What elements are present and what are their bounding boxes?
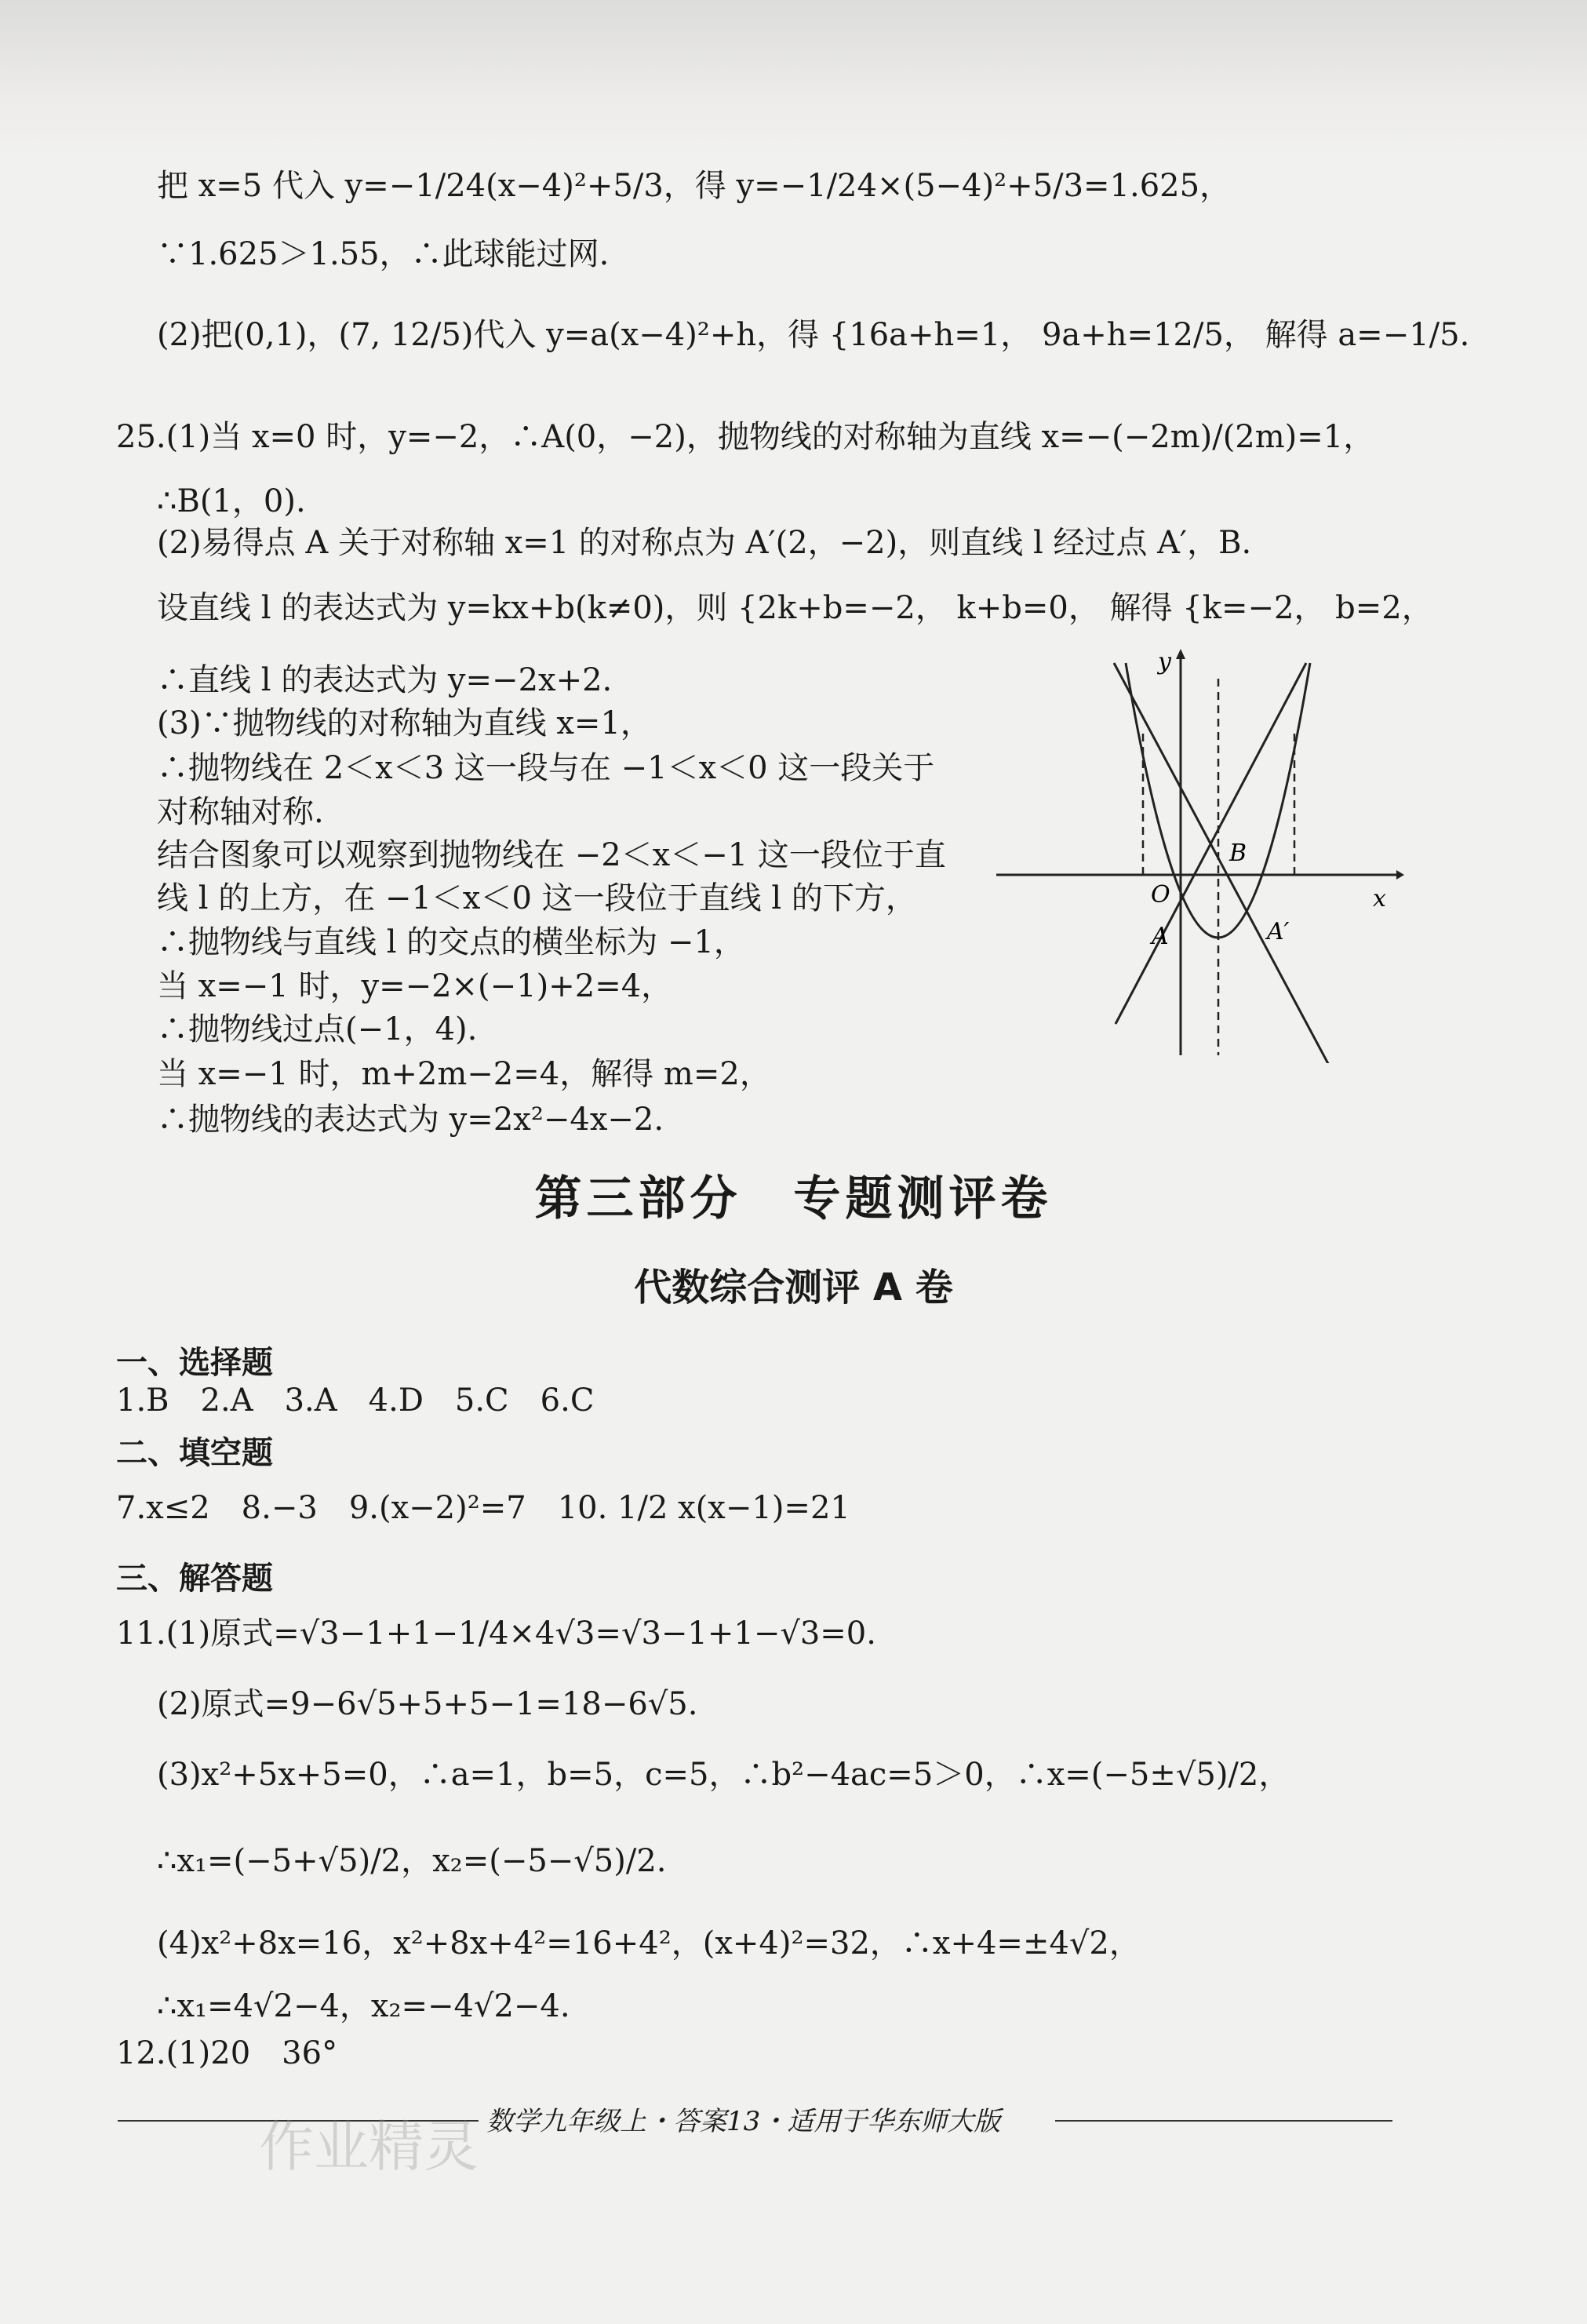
fill-answers: 7.x≤2 8.−3 9.(x−2)²=7 10. 1/2 x(x−1)=21 xyxy=(116,1490,850,1526)
choice-answers: 1.B 2.A 3.A 4.D 5.C 6.C xyxy=(116,1382,595,1419)
text-line: 对称轴对称. xyxy=(157,794,324,830)
text-line: ∴抛物线的表达式为 y=2x²−4x−2. xyxy=(157,1102,664,1138)
text-line: 当 x=−1 时，y=−2×(−1)+2=4， xyxy=(157,968,673,1004)
point-a-prime-label: A′ xyxy=(1267,918,1290,945)
x-label: x xyxy=(1373,885,1386,912)
text-line: 线 l 的上方，在 −1＜x＜0 这一段位于直线 l 的下方， xyxy=(157,880,917,916)
text-line: 12.(1)20 36° xyxy=(116,2035,338,2071)
heading-solve: 三、解答题 xyxy=(116,1561,273,1597)
footer-text: 数学九年级上・答案13・适用于华东师大版 xyxy=(486,2106,1001,2137)
text-line: ∴x₁=(−5+√5)/2，x₂=(−5−√5)/2. xyxy=(157,1843,667,1879)
watermark: 作业精灵 xyxy=(259,2115,479,2179)
text-line: ∴抛物线与直线 l 的交点的横坐标为 −1， xyxy=(157,924,745,960)
section-title: 第三部分 专题测评卷 xyxy=(534,1171,1053,1226)
text-line: ∴抛物线在 2＜x＜3 这一段与在 −1＜x＜0 这一段关于 xyxy=(157,750,935,786)
y-axis-arrow xyxy=(1176,649,1185,659)
text-line: (2)原式=9−6√5+5+5−1=18−6√5. xyxy=(157,1686,698,1722)
x-axis-arrow xyxy=(1396,870,1404,880)
text-line: (2)易得点 A 关于对称轴 x=1 的对称点为 A′(2，−2)，则直线 l 经过点 A′，B. xyxy=(157,525,1252,561)
text-line: (2)把(0,1)，(7, 12/5)代入 y=a(x−4)²+h，得 {16a+h=1， 9a+h=12/5， 解得 a=−1/5. xyxy=(157,317,1470,353)
origin-label: O xyxy=(1151,881,1170,909)
text-line: 11.(1)原式=√3−1+1−1/4×4√3=√3−1+1−√3=0. xyxy=(116,1616,876,1652)
sub-title: 代数综合测评 A 卷 xyxy=(634,1266,953,1310)
text-line: (3)x²+5x+5=0，∴a=1，b=5，c=5，∴b²−4ac=5＞0，∴x=(−5±√5)/2， xyxy=(157,1757,1290,1793)
text-line: (3)∵抛物线的对称轴为直线 x=1， xyxy=(157,705,652,741)
y-label: y xyxy=(1158,648,1171,676)
text-line: 设直线 l 的表达式为 y=kx+b(k≠0)，则 {2k+b=−2， k+b=0， 解得 {k=−2， b=2， xyxy=(157,590,1433,626)
text-line: 25.(1)当 x=0 时，y=−2，∴A(0，−2)，抛物线的对称轴为直线 x=−(−2m)/(2m)=1， xyxy=(116,419,1375,455)
heading-choice: 一、选择题 xyxy=(116,1345,273,1381)
text-line: ∴x₁=4√2−4，x₂=−4√2−4. xyxy=(157,1988,570,2024)
text-line: 当 x=−1 时，m+2m−2=4，解得 m=2， xyxy=(157,1056,771,1092)
text-line: 把 x=5 代入 y=−1/24(x−4)²+5/3，得 y=−1/24×(5−4)²+5/3=1.625， xyxy=(157,168,1232,204)
heading-fill: 二、填空题 xyxy=(116,1435,273,1471)
footer-rule-right xyxy=(1055,2120,1392,2122)
text-line: ∴B(1，0). xyxy=(157,483,306,519)
text-line: ∴抛物线过点(−1，4). xyxy=(157,1011,478,1047)
text-line: (4)x²+8x=16，x²+8x+4²=16+4²，(x+4)²=32，∴x+4=±4√2， xyxy=(157,1925,1141,1962)
point-a-label: A xyxy=(1152,923,1169,950)
text-line: ∵1.625＞1.55，∴此球能过网. xyxy=(157,236,610,272)
text-line: 结合图象可以观察到抛物线在 −2＜x＜−1 这一段位于直 xyxy=(157,837,946,873)
parabola-graph xyxy=(996,647,1404,1063)
point-b-label: B xyxy=(1229,840,1247,867)
text-line: ∴直线 l 的表达式为 y=−2x+2. xyxy=(157,662,613,698)
